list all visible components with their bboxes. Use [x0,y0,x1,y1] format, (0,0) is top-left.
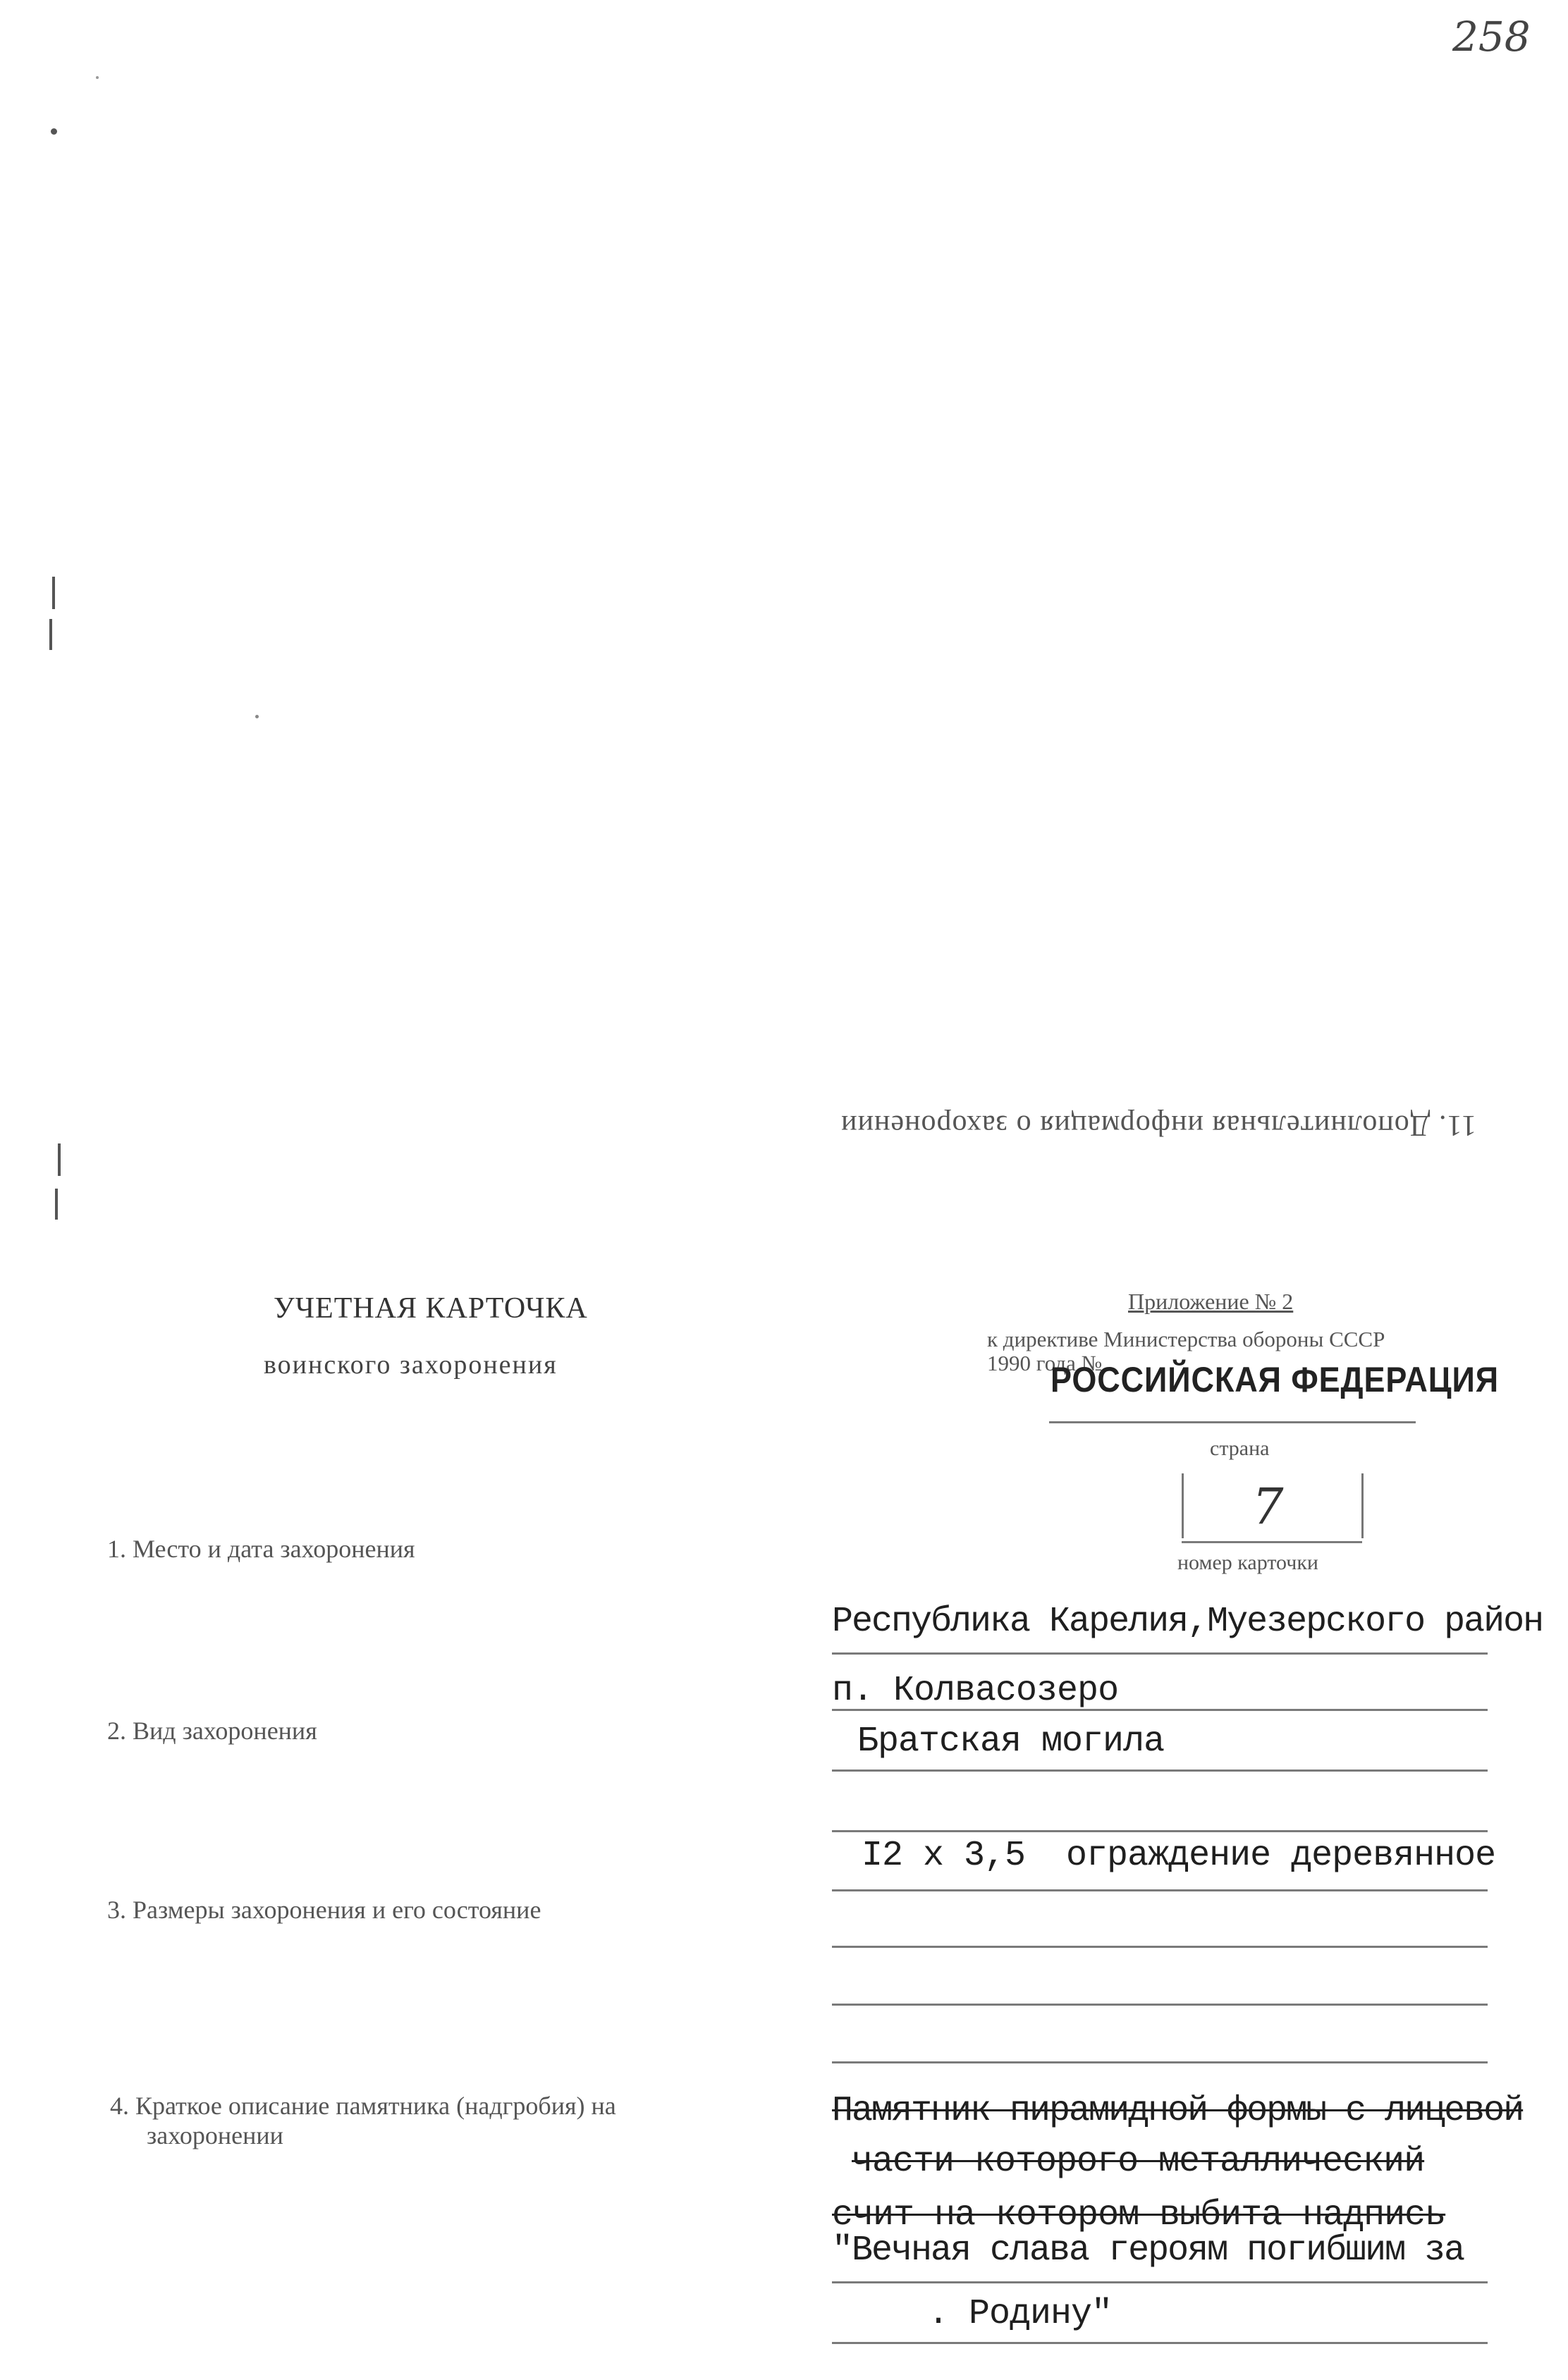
field-label-4-line1: 4. Краткое описание памятника (надгробия) на [110,2092,616,2120]
field-rule [832,1889,1488,1891]
field-rule [832,2342,1488,2344]
appendix-directive-line1: к директиве Министерства обороны СССР [987,1327,1385,1351]
card-number-underline [1182,1541,1362,1543]
field-rule [832,2004,1488,2006]
margin-dot [96,76,99,79]
field-rule [832,1652,1488,1655]
margin-dot [255,715,259,718]
binding-mark [52,577,55,609]
field-value-4-line1: Памятник пирамидной формы с лицевой [832,2091,1524,2131]
card-title: УЧЕТНАЯ КАРТОЧКА [274,1292,588,1325]
field-label-1: 1. Место и дата захоронения [107,1535,415,1563]
field-label-3: 3. Размеры захоронения и его состояние [107,1896,541,1924]
binding-mark [49,619,52,650]
binding-mark [58,1143,61,1176]
field-label-2: 2. Вид захоронения [107,1717,317,1745]
field-label-4-line2: захоронении [147,2121,283,2149]
field-value-4-line5: . Родину" [928,2294,1113,2334]
country-value: РОССИЙСКАЯ ФЕДЕРАЦИЯ [1051,1360,1500,1399]
card-number-caption: номер карточки [1177,1551,1318,1574]
field-rule [832,2061,1488,2063]
field-rule [832,1830,1488,1832]
field-rule [832,2281,1488,2283]
card-number-value: 7 [1252,1478,1284,1535]
country-caption: страна [1210,1437,1270,1460]
field-value-1-line1: Республика Карелия,Муезерского район [832,1602,1543,1642]
mirrored-heading: 11. Дополнительная информация о захоронении [840,1109,1476,1141]
card-subtitle: воинского захоронения [264,1350,558,1380]
field-rule [832,1769,1488,1772]
appendix-label: Приложение № 2 [1128,1289,1294,1314]
field-value-2-line1: Братская могила [857,1722,1165,1762]
country-underline [1049,1421,1416,1423]
field-rule [832,1709,1488,1711]
field-rule [832,1946,1488,1948]
margin-dot [51,128,57,135]
field-value-1-line2: п. Колвасозеро [832,1671,1119,1711]
binding-mark [55,1189,58,1220]
field-value-3-line1: I2 x 3,5 ограждение деревянное [862,1836,1496,1876]
field-value-4-line2: части которого металлический [852,2142,1425,2182]
field-value-4-line3: счит на котором выбита надпись [832,2195,1446,2235]
appendix-directive-line2: 1990 года № [987,1351,1103,1375]
field-value-4-line4: "Вечная слава героям погибшим за [832,2231,1464,2271]
archive-number: 258 [1452,13,1531,61]
